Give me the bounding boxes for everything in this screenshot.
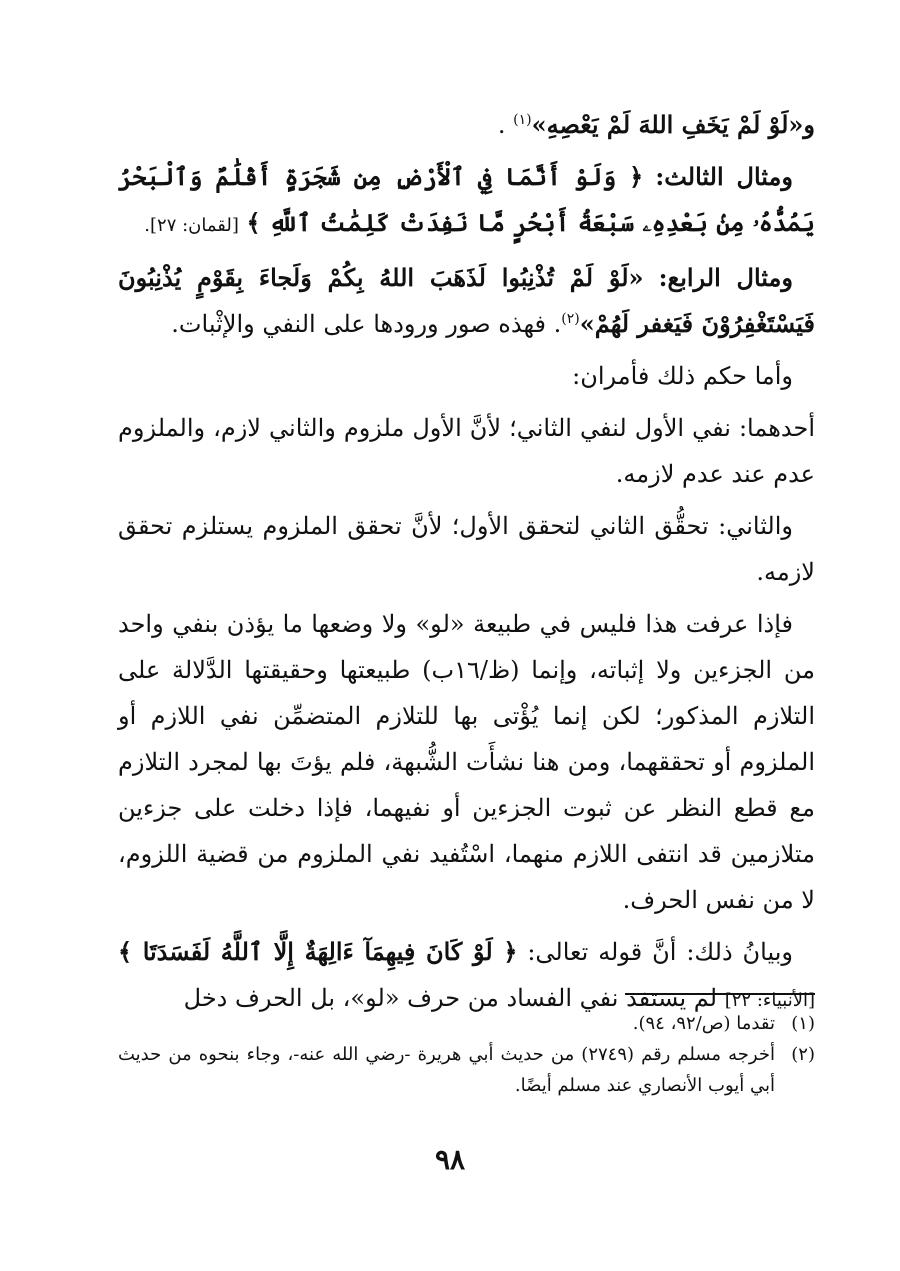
paragraph-6: والثاني: تحقُّق الثاني لتحقق الأول؛ لأنَّ تحقق الملزوم يستلزم تحقق لازمه.: [118, 512, 815, 586]
footnotes: [118, 1008, 815, 1101]
footnote-text: تقدما (ص/٩٢، ٩٤).: [632, 1013, 775, 1034]
paragraph-5: أحدهما: نفي الأول لنفي الثاني؛ لأنَّ الأول ملزوم والثاني لازم، والملزوم عدم عند عدم لازمه.: [118, 414, 815, 488]
paragraph-2: [118, 154, 815, 249]
footnote-marker-1: (١): [513, 112, 532, 128]
verse-reference: [الأنبياء: ٢٢]: [724, 990, 815, 1011]
footnote-separator: [625, 993, 815, 995]
paragraph-end: .: [497, 111, 506, 139]
paragraph-text: . فهذه صور ورودها على النفي والإثْبات.: [171, 310, 562, 338]
paragraph-text: وبيانُ ذلك: أنَّ قوله تعالى:: [527, 938, 794, 966]
paragraph-text: لم يستفد نفي الفساد من حرف «لو»، بل الحرف دخل: [183, 984, 718, 1012]
paragraph-4: وأما حكم ذلك فأمران:: [572, 362, 793, 390]
hadith-quote: و«لَوْ لَمْ يَخَفِ اللهَ لَمْ يَعْصِهِ»: [531, 110, 815, 139]
main-text: [118, 102, 815, 1030]
example-label-fourth: ومثال الرابع:: [658, 263, 793, 292]
footnote-text: أخرجه مسلم رقم (٢٧٤٩) من حديث أبي هريرة -رضي الله عنه-، وجاء بنحوه من حديث أبي أيوب الأنصاري عند مسلم أيضًا.: [118, 1044, 775, 1096]
hadith-quote: «لَوْ لَمْ تُذْنِبُوا لَذَهَبَ اللهُ بِكُمْ وَلَجاءَ بِقَوْمٍ يُذْنِبُونَ فَيَسْتَغْفِرُوْنَ فَيَغفر لَهُمْ»: [118, 263, 815, 338]
paragraph-1: [118, 102, 815, 148]
footnote-2: [118, 1039, 815, 1101]
verse-reference: [لقمان: ٢٧].: [144, 215, 239, 236]
example-label-third: ومثال الثالث:: [655, 162, 793, 191]
footnote-marker-2: (٢): [561, 311, 580, 327]
footnote-number: (١): [791, 1013, 815, 1034]
quran-verse: ﴿ لَوْ كَانَ فِيهِمَآ ءَالِهَةٌ إِلَّا ٱللَّهُ لَفَسَدَتَا ﴾: [118, 937, 518, 966]
page-number: ٩٨: [434, 1143, 466, 1176]
footnote-number: (٢): [791, 1044, 815, 1065]
paragraph-7: فإذا عرفت هذا فليس في طبيعة «لو» ولا وضعها ما يؤذن بنفي واحد من الجزءين ولا إثباته، وإنما (ظ/١٦ب) طبيعتها وحقيقتها الدَّلالة على التلازم المذكور؛ لكن إنما يُؤْتى بها للتلازم المتضمِّن نفي اللازم أو الملزوم أو تحققهما، ومن هنا نشأَت الشُّبهة، فلم يؤتَ بها لمجرد التلازم مع قطع النظر عن ثبوت الجزءين أو نفيهما، فإذا دخلت على جزءين متلازمين قد انتفى اللازم منهما، اسْتُفيد نفي الملزوم من قضية اللزوم، لا من نفس الحرف.: [118, 610, 815, 914]
quran-verse: ﴿ وَلَوْ أَنَّمَا فِي ٱلْأَرْضِ مِن شَجَرَةٍ أَقْلَٰمٌ وَٱلْبَحْرُ يَمُدُّهُۥ مِنۢ بَعْدِهِۦ سَبْعَةُ أَبْحُرٍ مَّا نَفِدَتْ كَلِمَٰتُ ٱللَّهِ ﴾: [118, 162, 815, 237]
footnote-1: [118, 1008, 815, 1039]
paragraph-3: [118, 255, 815, 347]
